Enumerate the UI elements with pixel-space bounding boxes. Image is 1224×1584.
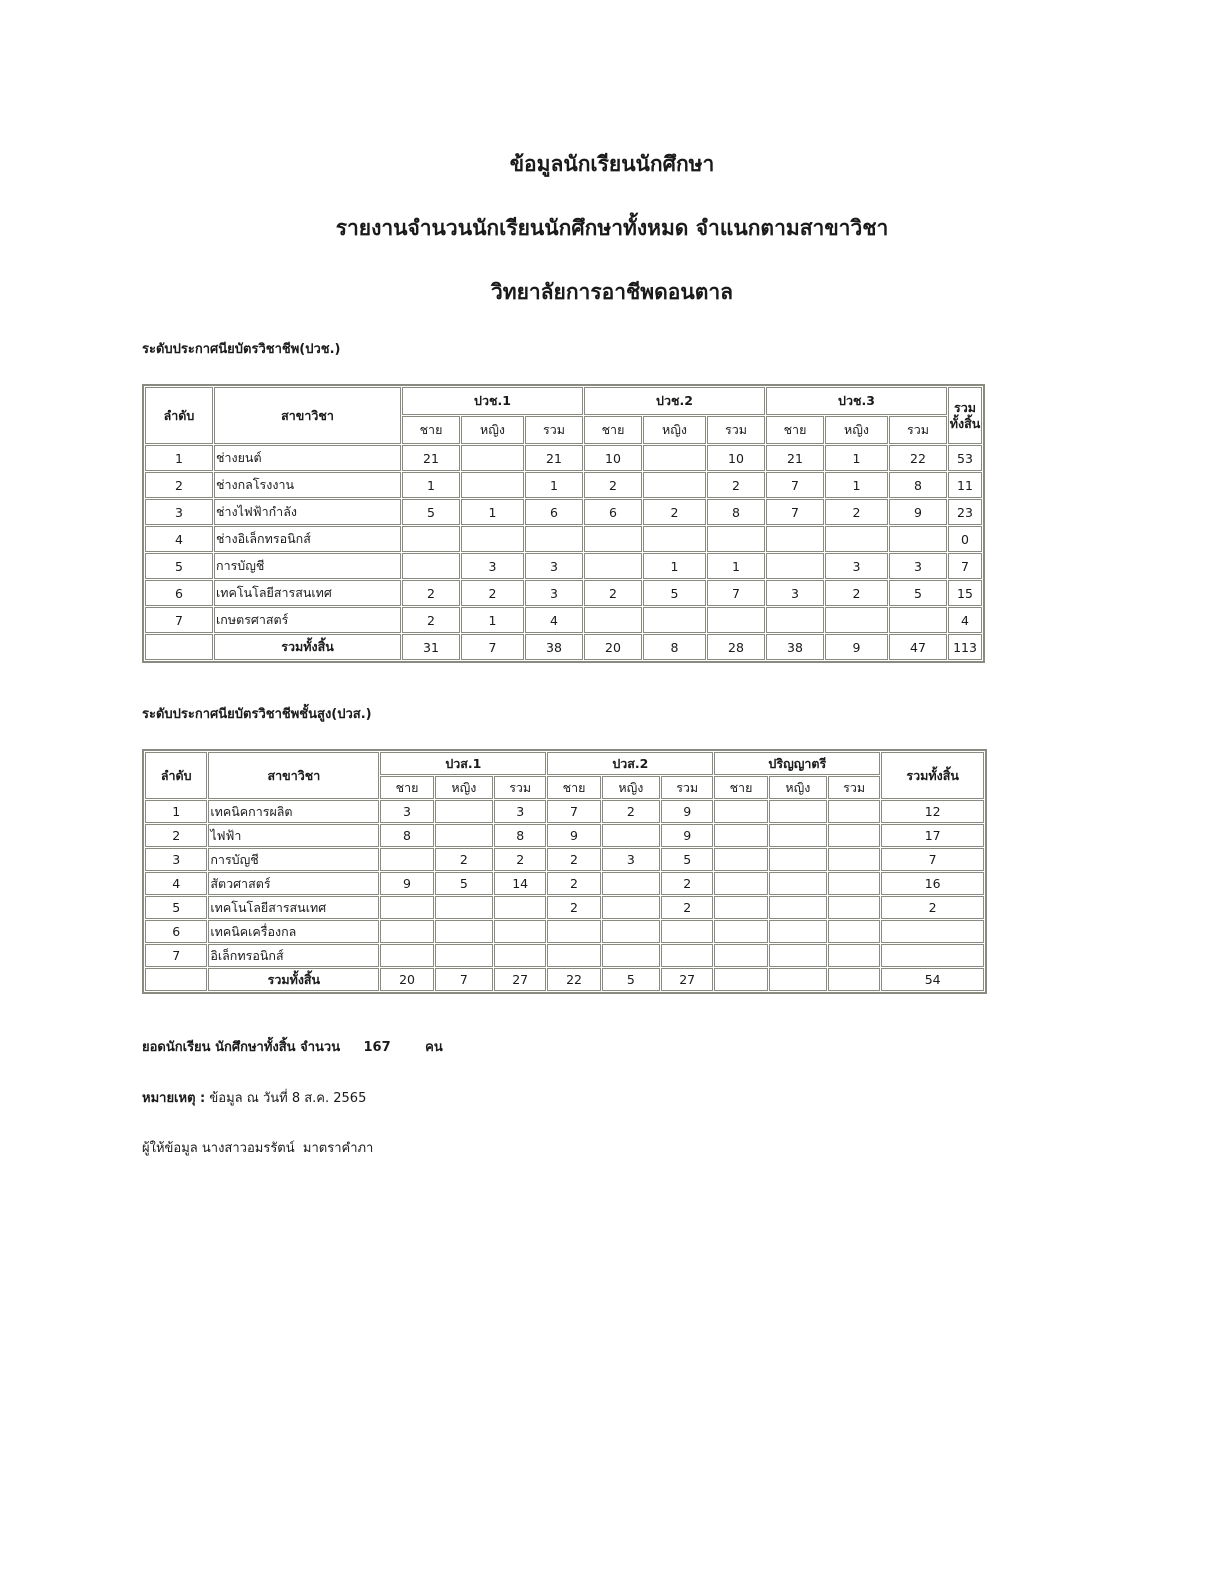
count-cell: 8 xyxy=(494,824,546,847)
row-grand-total: 7 xyxy=(948,553,982,579)
higher-vocational-students-table xyxy=(142,749,987,994)
header-level-1: ปวช.1 xyxy=(402,387,583,415)
count-cell xyxy=(766,607,824,633)
count-cell xyxy=(825,607,888,633)
count-cell xyxy=(828,920,880,943)
total-count-cell: 31 xyxy=(402,634,460,660)
header-sum: รวม xyxy=(707,416,765,444)
count-cell: 7 xyxy=(766,499,824,525)
note-text: ข้อมูล ณ วันที่ 8 ส.ค. 2565 xyxy=(209,1091,367,1106)
header-sum: รวม xyxy=(889,416,947,444)
count-cell: 2 xyxy=(584,472,642,498)
count-cell: 3 xyxy=(602,848,660,871)
header-female: หญิง xyxy=(435,776,493,799)
count-cell: 2 xyxy=(461,580,524,606)
count-cell xyxy=(547,944,600,967)
major-name: ไฟฟ้า xyxy=(208,824,379,847)
count-cell xyxy=(380,944,433,967)
count-cell xyxy=(828,944,880,967)
count-cell: 3 xyxy=(766,580,824,606)
count-cell xyxy=(643,472,706,498)
count-cell xyxy=(714,800,767,823)
count-cell: 7 xyxy=(547,800,600,823)
count-cell: 8 xyxy=(889,472,947,498)
count-cell: 21 xyxy=(402,445,460,471)
row-number: 7 xyxy=(145,944,207,967)
count-cell xyxy=(584,526,642,552)
row-number: 5 xyxy=(145,553,213,579)
count-cell: 2 xyxy=(643,499,706,525)
major-name: เทคนิคการผลิต xyxy=(208,800,379,823)
count-cell xyxy=(435,920,493,943)
count-cell: 7 xyxy=(766,472,824,498)
count-cell xyxy=(828,800,880,823)
count-cell xyxy=(714,872,767,895)
count-cell xyxy=(380,920,433,943)
header-female: หญิง xyxy=(461,416,524,444)
count-cell: 9 xyxy=(380,872,433,895)
overall-grand-total: 54 xyxy=(881,968,984,991)
count-cell: 2 xyxy=(494,848,546,871)
data-note xyxy=(142,1087,366,1108)
count-cell: 1 xyxy=(525,472,583,498)
row-number: 2 xyxy=(145,824,207,847)
count-cell xyxy=(525,526,583,552)
count-cell: 2 xyxy=(661,872,713,895)
count-cell: 2 xyxy=(435,848,493,871)
count-cell: 3 xyxy=(889,553,947,579)
table-row xyxy=(145,824,984,847)
table-row xyxy=(145,848,984,871)
count-cell xyxy=(661,920,713,943)
count-cell xyxy=(714,896,767,919)
major-name: ช่างไฟฟ้ากำลัง xyxy=(214,499,401,525)
count-cell: 1 xyxy=(402,472,460,498)
total-count-cell: 5 xyxy=(602,968,660,991)
count-cell: 10 xyxy=(584,445,642,471)
count-cell: 3 xyxy=(825,553,888,579)
count-cell: 9 xyxy=(547,824,600,847)
header-grand-total: รวมทั้งสิ้น xyxy=(881,752,984,799)
major-name: เทคนิคเครื่องกล xyxy=(208,920,379,943)
count-cell xyxy=(766,553,824,579)
header-major: สาขาวิชา xyxy=(214,387,401,444)
count-cell xyxy=(769,800,827,823)
major-name: ช่างยนต์ xyxy=(214,445,401,471)
total-count-cell: 27 xyxy=(494,968,546,991)
count-cell: 2 xyxy=(547,896,600,919)
count-cell xyxy=(828,848,880,871)
header-sum: รวม xyxy=(828,776,880,799)
row-number: 4 xyxy=(145,526,213,552)
count-cell: 6 xyxy=(525,499,583,525)
header-level-3: ปวช.3 xyxy=(766,387,947,415)
header-male: ชาย xyxy=(766,416,824,444)
count-cell: 1 xyxy=(707,553,765,579)
count-cell: 9 xyxy=(661,800,713,823)
header-female: หญิง xyxy=(825,416,888,444)
row-grand-total: 2 xyxy=(881,896,984,919)
header-sum: รวม xyxy=(494,776,546,799)
total-count-cell: 38 xyxy=(525,634,583,660)
table-row xyxy=(145,472,982,498)
count-cell xyxy=(435,824,493,847)
count-cell: 2 xyxy=(825,580,888,606)
count-cell xyxy=(828,872,880,895)
total-count-cell xyxy=(769,968,827,991)
count-cell xyxy=(828,896,880,919)
count-cell: 1 xyxy=(461,499,524,525)
count-cell: 3 xyxy=(525,553,583,579)
count-cell xyxy=(435,896,493,919)
row-number: 4 xyxy=(145,872,207,895)
count-cell: 1 xyxy=(461,607,524,633)
total-count-cell: 20 xyxy=(380,968,433,991)
row-grand-total: 15 xyxy=(948,580,982,606)
summary-label: ยอดนักเรียน นักศึกษาทั้งสิ้น จำนวน xyxy=(142,1040,341,1055)
header-major: สาขาวิชา xyxy=(208,752,379,799)
major-name: ช่างกลโรงงาน xyxy=(214,472,401,498)
total-count-cell: 20 xyxy=(584,634,642,660)
report-subtitle: รายงานจำนวนนักเรียนนักศึกษาทั้งหมด จำแนกตามสาขาวิชา xyxy=(335,216,889,240)
row-grand-total xyxy=(881,920,984,943)
table-row xyxy=(145,872,984,895)
count-cell xyxy=(494,920,546,943)
count-cell xyxy=(643,526,706,552)
header-female: หญิง xyxy=(769,776,827,799)
count-cell xyxy=(661,944,713,967)
count-cell xyxy=(402,526,460,552)
total-count-cell xyxy=(714,968,767,991)
count-cell: 2 xyxy=(402,580,460,606)
count-cell: 2 xyxy=(825,499,888,525)
total-students-summary xyxy=(142,1036,443,1057)
vocational-students-table xyxy=(142,384,985,663)
section-label-higher-vocational: ระดับประกาศนียบัตรวิชาชีพชั้นสูง(ปวส.) xyxy=(142,707,372,722)
header-no: ลำดับ xyxy=(145,387,213,444)
row-grand-total: 0 xyxy=(948,526,982,552)
count-cell: 3 xyxy=(380,800,433,823)
row-number: 6 xyxy=(145,580,213,606)
note-label: หมายเหตุ : xyxy=(142,1091,206,1106)
count-cell xyxy=(714,824,767,847)
row-grand-total: 7 xyxy=(881,848,984,871)
header-male: ชาย xyxy=(584,416,642,444)
count-cell: 5 xyxy=(643,580,706,606)
count-cell xyxy=(584,553,642,579)
table-row xyxy=(145,896,984,919)
count-cell xyxy=(461,526,524,552)
count-cell xyxy=(602,896,660,919)
major-name: สัตวศาสตร์ xyxy=(208,872,379,895)
row-grand-total: 17 xyxy=(881,824,984,847)
header-male: ชาย xyxy=(402,416,460,444)
count-cell: 22 xyxy=(889,445,947,471)
count-cell xyxy=(769,944,827,967)
row-number: 6 xyxy=(145,920,207,943)
page-title: ข้อมูลนักเรียนนักศึกษา xyxy=(509,152,715,176)
header-female: หญิง xyxy=(602,776,660,799)
count-cell: 4 xyxy=(525,607,583,633)
empty-cell xyxy=(145,968,207,991)
total-row xyxy=(145,634,982,660)
total-count-cell xyxy=(828,968,880,991)
count-cell xyxy=(714,944,767,967)
total-count-cell: 28 xyxy=(707,634,765,660)
row-grand-total: 12 xyxy=(881,800,984,823)
count-cell xyxy=(461,472,524,498)
count-cell: 2 xyxy=(602,800,660,823)
header-level-3: ปริญญาตรี xyxy=(714,752,880,775)
count-cell xyxy=(461,445,524,471)
count-cell xyxy=(547,920,600,943)
count-cell: 1 xyxy=(643,553,706,579)
count-cell xyxy=(825,526,888,552)
count-cell xyxy=(707,526,765,552)
row-number: 2 xyxy=(145,472,213,498)
table-row xyxy=(145,553,982,579)
row-grand-total: 11 xyxy=(948,472,982,498)
header-level-2: ปวส.2 xyxy=(547,752,713,775)
row-number: 1 xyxy=(145,800,207,823)
row-grand-total: 16 xyxy=(881,872,984,895)
count-cell: 2 xyxy=(707,472,765,498)
count-cell: 5 xyxy=(435,872,493,895)
row-number: 3 xyxy=(145,499,213,525)
count-cell xyxy=(584,607,642,633)
row-grand-total: 4 xyxy=(948,607,982,633)
total-count-cell: 9 xyxy=(825,634,888,660)
total-count-cell: 38 xyxy=(766,634,824,660)
count-cell xyxy=(714,848,767,871)
count-cell xyxy=(889,526,947,552)
row-number: 1 xyxy=(145,445,213,471)
row-grand-total xyxy=(881,944,984,967)
table-row xyxy=(145,445,982,471)
count-cell xyxy=(435,800,493,823)
count-cell: 10 xyxy=(707,445,765,471)
count-cell: 3 xyxy=(461,553,524,579)
count-cell xyxy=(380,848,433,871)
major-name: การบัญชี xyxy=(208,848,379,871)
header-sum: รวม xyxy=(661,776,713,799)
row-grand-total: 53 xyxy=(948,445,982,471)
count-cell: 21 xyxy=(525,445,583,471)
count-cell: 2 xyxy=(547,872,600,895)
count-cell xyxy=(380,896,433,919)
header-male: ชาย xyxy=(380,776,433,799)
count-cell: 7 xyxy=(707,580,765,606)
table-row xyxy=(145,944,984,967)
count-cell xyxy=(402,553,460,579)
count-cell xyxy=(769,872,827,895)
header-grand-total: รวม ทั้งสิ้น xyxy=(948,387,982,444)
count-cell xyxy=(714,920,767,943)
count-cell: 21 xyxy=(766,445,824,471)
section-label-vocational: ระดับประกาศนียบัตรวิชาชีพ(ปวช.) xyxy=(142,342,341,357)
header-level-2: ปวช.2 xyxy=(584,387,765,415)
count-cell: 2 xyxy=(402,607,460,633)
overall-grand-total: 113 xyxy=(948,634,982,660)
major-name: เทคโนโลยีสารสนเทศ xyxy=(214,580,401,606)
count-cell xyxy=(643,445,706,471)
major-name: การบัญชี xyxy=(214,553,401,579)
total-count-cell: 47 xyxy=(889,634,947,660)
total-count-cell: 7 xyxy=(435,968,493,991)
count-cell xyxy=(828,824,880,847)
count-cell xyxy=(602,944,660,967)
count-cell xyxy=(602,824,660,847)
header-no: ลำดับ xyxy=(145,752,207,799)
count-cell: 5 xyxy=(402,499,460,525)
count-cell: 9 xyxy=(661,824,713,847)
row-number: 7 xyxy=(145,607,213,633)
count-cell xyxy=(494,896,546,919)
count-cell xyxy=(602,920,660,943)
count-cell: 9 xyxy=(889,499,947,525)
count-cell xyxy=(769,848,827,871)
count-cell xyxy=(766,526,824,552)
count-cell: 8 xyxy=(380,824,433,847)
total-row xyxy=(145,968,984,991)
count-cell: 1 xyxy=(825,445,888,471)
count-cell: 5 xyxy=(661,848,713,871)
count-cell: 1 xyxy=(825,472,888,498)
major-name: ช่างอิเล็กทรอนิกส์ xyxy=(214,526,401,552)
row-grand-total: 23 xyxy=(948,499,982,525)
header-sum: รวม xyxy=(525,416,583,444)
count-cell: 2 xyxy=(584,580,642,606)
count-cell xyxy=(435,944,493,967)
total-count-cell: 7 xyxy=(461,634,524,660)
table-row xyxy=(145,920,984,943)
table-row xyxy=(145,607,982,633)
table-row xyxy=(145,526,982,552)
count-cell: 2 xyxy=(661,896,713,919)
total-row-label: รวมทั้งสิ้น xyxy=(208,968,379,991)
major-name: เกษตรศาสตร์ xyxy=(214,607,401,633)
count-cell: 2 xyxy=(547,848,600,871)
total-row-label: รวมทั้งสิ้น xyxy=(214,634,401,660)
total-count-cell: 22 xyxy=(547,968,600,991)
count-cell: 3 xyxy=(494,800,546,823)
count-cell xyxy=(602,872,660,895)
table-row xyxy=(145,580,982,606)
college-name: วิทยาลัยการอาชีพดอนตาล xyxy=(490,280,734,304)
summary-unit: คน xyxy=(425,1040,443,1055)
summary-count: 167 xyxy=(363,1040,391,1055)
count-cell xyxy=(769,824,827,847)
row-number: 3 xyxy=(145,848,207,871)
count-cell: 14 xyxy=(494,872,546,895)
count-cell xyxy=(643,607,706,633)
major-name: เทคโนโลยีสารสนเทศ xyxy=(208,896,379,919)
count-cell xyxy=(707,607,765,633)
data-provider: ผู้ให้ข้อมูล นางสาวอมรรัตน์ มาตราคำภา xyxy=(142,1141,374,1156)
count-cell xyxy=(889,607,947,633)
count-cell xyxy=(769,896,827,919)
total-count-cell: 27 xyxy=(661,968,713,991)
header-male: ชาย xyxy=(714,776,767,799)
row-number: 5 xyxy=(145,896,207,919)
empty-cell xyxy=(145,634,213,660)
count-cell: 8 xyxy=(707,499,765,525)
total-count-cell: 8 xyxy=(643,634,706,660)
header-level-1: ปวส.1 xyxy=(380,752,546,775)
table-row xyxy=(145,499,982,525)
count-cell xyxy=(494,944,546,967)
header-male: ชาย xyxy=(547,776,600,799)
major-name: อิเล็กทรอนิกส์ xyxy=(208,944,379,967)
header-female: หญิง xyxy=(643,416,706,444)
count-cell: 3 xyxy=(525,580,583,606)
table-row xyxy=(145,800,984,823)
count-cell xyxy=(769,920,827,943)
count-cell: 6 xyxy=(584,499,642,525)
count-cell: 5 xyxy=(889,580,947,606)
